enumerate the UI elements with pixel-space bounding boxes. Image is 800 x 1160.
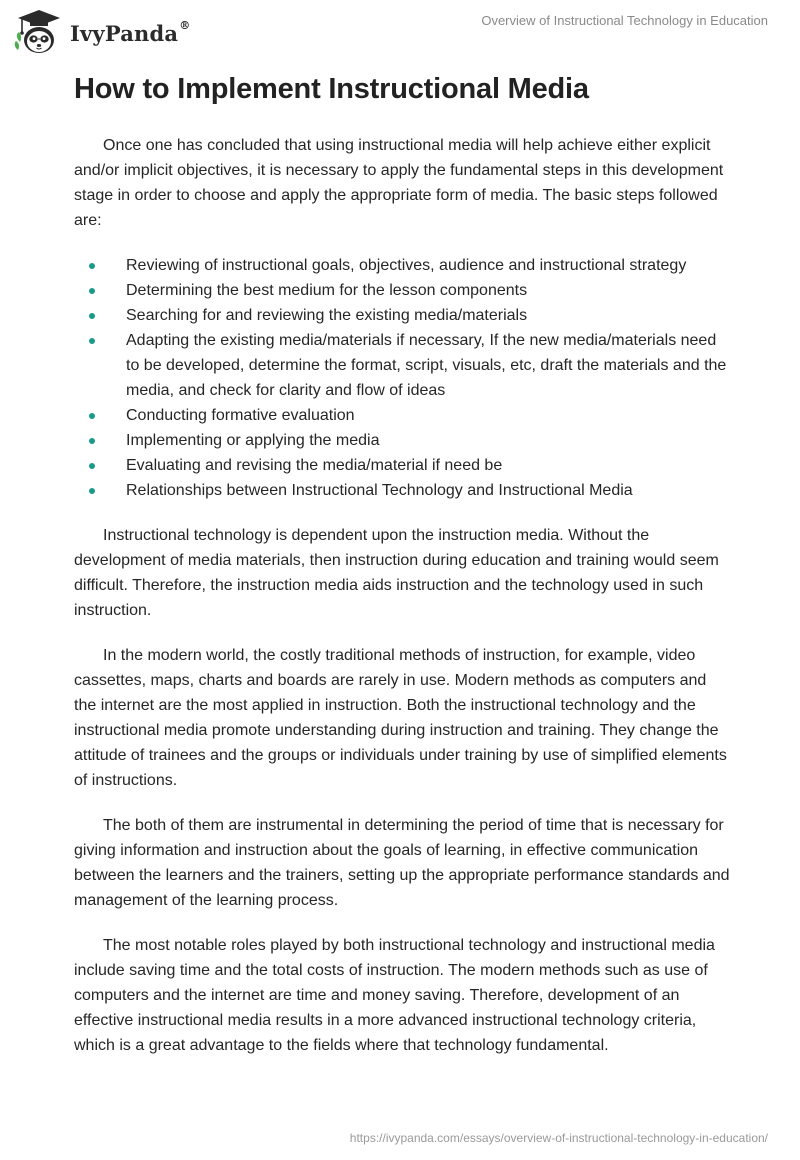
ivypanda-logo[interactable]	[14, 8, 190, 56]
list-item	[74, 428, 730, 453]
bullet-dot-icon	[89, 288, 95, 294]
bullet-dot-icon	[89, 488, 95, 494]
list-item-text: Reviewing of instructional goals, objectives, audience and instructional strategy	[126, 257, 687, 274]
list-item-text: Adapting the existing media/materials if necessary, If the new media/materials need to be developed, determine the format, script, visuals, etc, draft the materials and the media, and check for clarity and flow of ideas	[126, 332, 727, 399]
intro-paragraph: Once one has concluded that using instructional media will help achieve either explicit and/or implicit objectives, it is necessary to apply the fundamental steps in this development stage in order to choose and apply the appropriate form of media. The basic steps followed are:	[74, 137, 724, 229]
list-item	[74, 403, 730, 428]
list-item	[74, 303, 730, 328]
list-item-text: Searching for and reviewing the existing media/materials	[126, 307, 528, 324]
source-url-link[interactable]: https://ivypanda.com/essays/overview-of-instructional-technology-in-education/	[349, 1131, 768, 1145]
list-item	[74, 478, 730, 503]
list-item	[74, 278, 730, 303]
bullet-dot-icon	[89, 338, 95, 344]
implementation-steps-list	[74, 253, 730, 503]
logo-name: IvyPanda	[70, 20, 179, 46]
panda-graduate-logo-icon	[14, 8, 64, 56]
body-paragraph: The both of them are instrumental in determining the period of time that is necessary for giving information and instruction about the goals of learning, in effective communication between the learners and the trainers, setting up the appropriate performance standards and management of the learning process.	[74, 817, 730, 909]
body-paragraph: Instructional technology is dependent upon the instruction media. Without the development of media materials, then instruction during education and training would seem difficult. Therefore, the instruction media aids instruction and the technology used in such instruction.	[74, 527, 719, 619]
list-item-text: Evaluating and revising the media/material if need be	[126, 457, 503, 474]
logo-wordmark	[70, 18, 191, 46]
bullet-dot-icon	[89, 313, 95, 319]
section-heading: How to Implement Instructional Media	[74, 73, 589, 105]
bullet-dot-icon	[89, 263, 95, 269]
list-item	[74, 328, 730, 403]
logo-registered-mark: ®	[179, 18, 191, 32]
body-paragraph: In the modern world, the costly traditional methods of instruction, for example, video cassettes, maps, charts and boards are rarely in use. Modern methods as computers and the internet are the most applied in instruction. Both the instructional technology and the instructional media promote understanding during instruction and training. They change the attitude of trainees and the groups or individuals under training by use of simplified elements of instructions.	[74, 647, 727, 789]
page-header	[0, 0, 800, 62]
list-item-text: Relationships between Instructional Technology and Instructional Media	[126, 482, 633, 499]
bullet-dot-icon	[89, 438, 95, 444]
document-header-title: Overview of Instructional Technology in Education	[481, 13, 768, 28]
body-paragraph: The most notable roles played by both instructional technology and instructional media include saving time and the total costs of instruction. The modern methods such as use of computers and the internet are time and money saving. Therefore, development of an effective instructional media results in a more advanced instructional technology criteria, which is a great advantage to the fields where that technology fundamental.	[74, 937, 715, 1054]
list-item	[74, 453, 730, 478]
list-item-text: Determining the best medium for the lesson components	[126, 282, 528, 299]
list-item-text: Implementing or applying the media	[126, 432, 380, 449]
bullet-dot-icon	[89, 463, 95, 469]
list-item-text: Conducting formative evaluation	[126, 407, 355, 424]
list-item	[74, 253, 730, 278]
article-body	[74, 133, 730, 1078]
bullet-dot-icon	[89, 413, 95, 419]
